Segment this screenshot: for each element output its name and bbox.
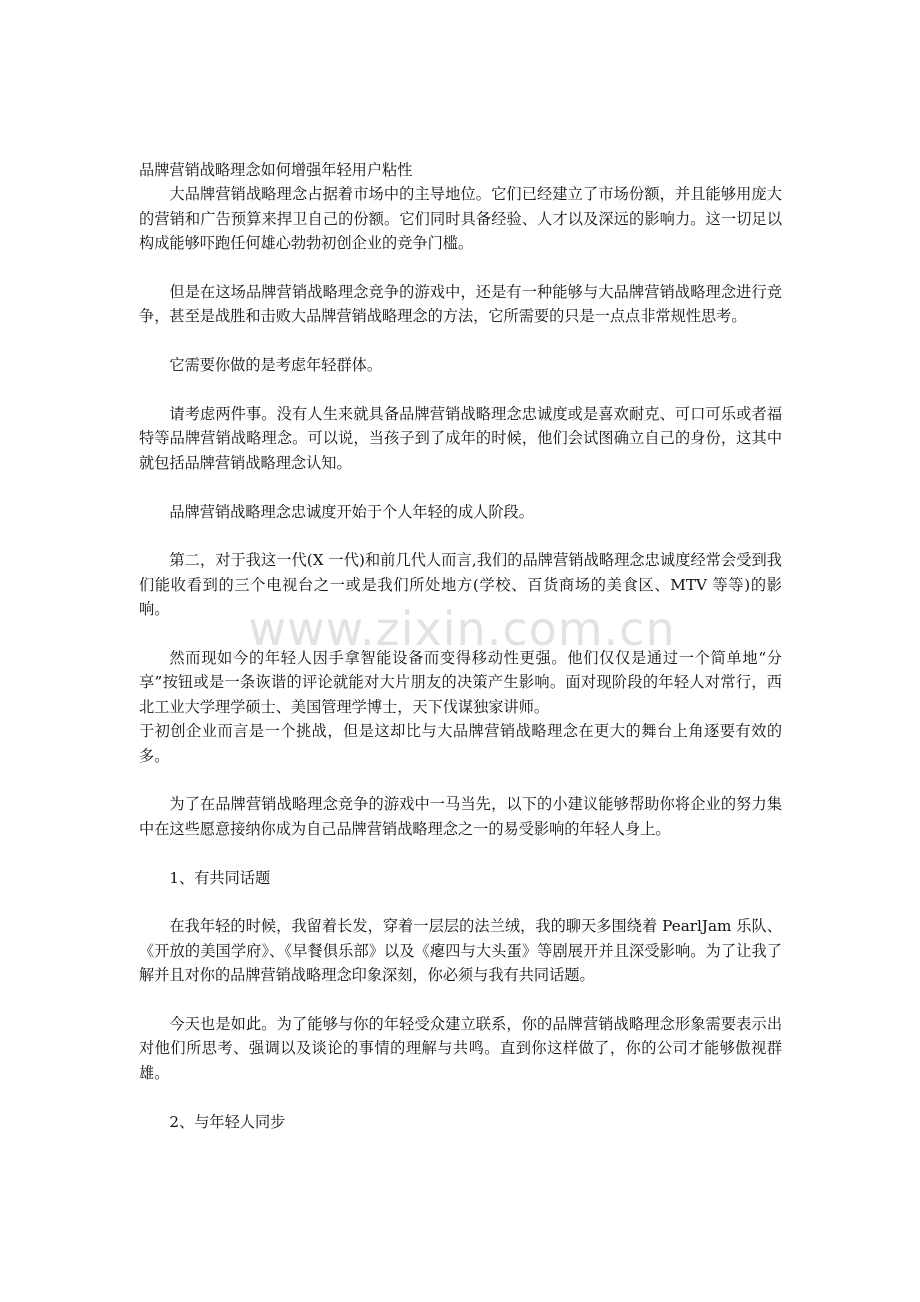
paragraph-youth-memory: 在我年轻的时候，我留着长发，穿着一层层的法兰绒，我的聊天多围绕着 PearlJam 乐队、《开放的美国学府》、《早餐俱乐部》以及《瘪四与大头蛋》等剧展开并且深受影响。为了让我了解并且对你的品牌营销战略理念印象深刻，你必须与我有共同话题。 — [139, 917, 782, 985]
paragraph-young-group: 它需要你做的是考虑年轻群体。 — [169, 356, 383, 375]
document-body — [139, 158, 782, 1158]
heading-sync-youth: 2、与年轻人同步 — [169, 1112, 286, 1131]
watermark-text: www.zixin.com.cn — [248, 602, 676, 656]
paragraph-startup-challenge: 于初创企业而言是一个挑战，但是这却比与大品牌营销战略理念在更大的舞台上角逐要有效的多。 — [139, 722, 782, 765]
paragraph-intro: 大品牌营销战略理念占据着市场中的主导地位。它们已经建立了市场份额，并且能够用庞大的营销和广告预算来捍卫自己的份额。它们同时具备经验、人才以及深远的影响力。这一切足以构成能够吓跑任何雄心勃勃初创企业的竞争门槛。 — [139, 185, 782, 253]
document-title: 品牌营销战略理念如何增强年轻用户粘性 — [139, 161, 413, 179]
paragraph-mobile-youth: 然而现如今的年轻人因手拿智能设备而变得移动性更强。他们仅仅是通过一个简单地“分享”按钮或是一条诙谐的评论就能对大片朋友的决策产生影响。面对现阶段的年轻人对常行，西北工业大学理学硕士、美国管理学博士，天下伐谋独家讲师。 — [139, 649, 782, 716]
paragraph-tips-intro: 为了在品牌营销战略理念竞争的游戏中一马当先，以下的小建议能够帮助你将企业的努力集中在这些愿意接纳你成为自己品牌营销战略理念之一的易受影响的年轻人身上。 — [139, 795, 782, 838]
paragraph-two-things: 请考虑两件事。没有人生来就具备品牌营销战略理念忠诚度或是喜欢耐克、可口可乐或者福特等品牌营销战略理念。可以说，当孩子到了成年的时候，他们会试图确立自己的身份，这其中就包括品牌营销战略理念认知。 — [139, 405, 782, 472]
paragraph-loyalty-start: 品牌营销战略理念忠诚度开始于个人年轻的成人阶段。 — [169, 502, 534, 521]
paragraph-second: 第二，对于我这一代(X 一代)和前几代人而言,我们的品牌营销战略理念忠诚度经常会受到我们能收看到的三个电视台之一或是我们所处地方(学校、百货商场的美食区、MTV 等等)的影响。 — [139, 551, 782, 619]
heading-common-topics: 1、有共同话题 — [169, 868, 271, 887]
paragraph-today: 今天也是如此。为了能够与你的年轻受众建立联系，你的品牌营销战略理念形象需要表示出对他们所思考、强调以及谈论的事情的理解与共鸣。直到你这样做了，你的公司才能够傲视群雄。 — [139, 1015, 782, 1082]
paragraph-competition: 但是在这场品牌营销战略理念竞争的游戏中，还是有一种能够与大品牌营销战略理念进行竞争，甚至是战胜和击败大品牌营销战略理念的方法，它所需要的只是一点点非常规性思考。 — [139, 283, 782, 326]
